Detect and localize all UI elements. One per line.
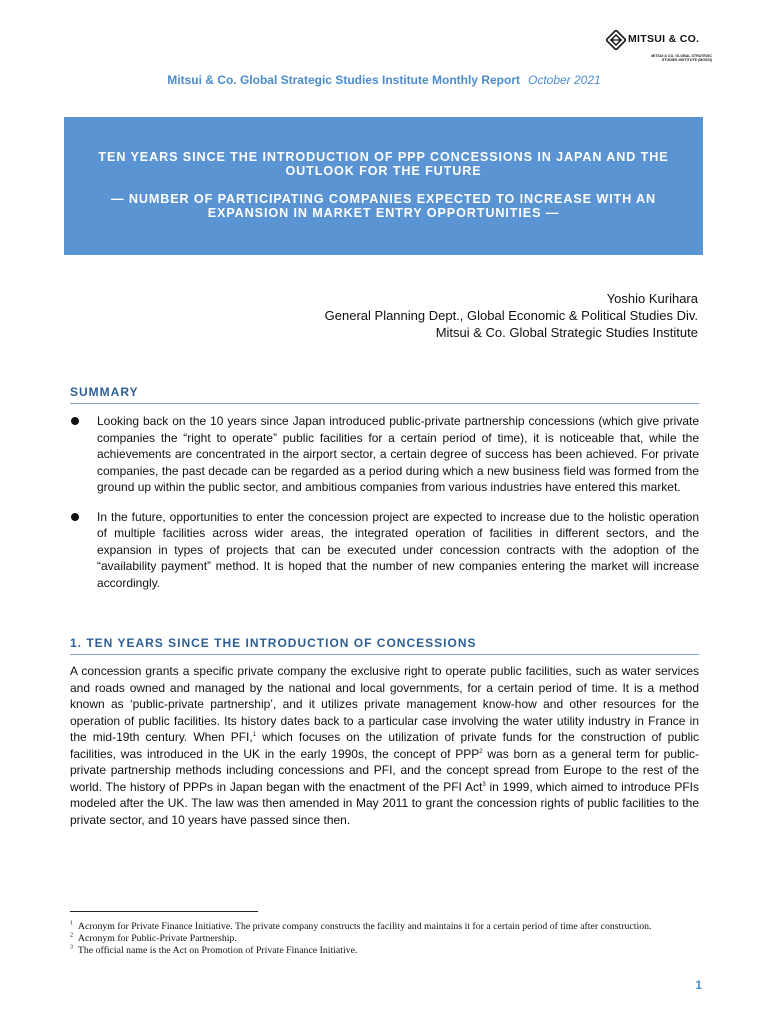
footnote-mark: 1 — [70, 920, 73, 927]
footnote-text: Acronym for Public-Private Partnership. — [77, 933, 237, 944]
author-department: General Planning Dept., Global Economic & Political Studies Div. — [324, 308, 698, 323]
footnote — [70, 945, 699, 957]
footnote-mark: 3 — [70, 944, 73, 951]
mitsui-logo — [606, 30, 712, 64]
page-number: 1 — [695, 978, 702, 992]
document-title: TEN YEARS SINCE THE INTRODUCTION OF PPP CONCESSIONS IN JAPAN AND THE OUTLOOK FOR THE FUTURE — [98, 150, 669, 178]
summary-bullet — [70, 509, 699, 592]
report-header — [0, 73, 768, 87]
footnotes — [70, 921, 699, 957]
mitsui-logo-icon — [606, 30, 626, 50]
footnote-ref[interactable]: 1 — [252, 732, 257, 738]
section-1-paragraph — [70, 663, 699, 828]
footnote-text: The official name is the Act on Promotion of Private Finance Initiative. — [77, 945, 358, 956]
summary-bullet-text: In the future, opportunities to enter the concession project are expected to increase due to the holistic operation of multiple facilities across wider areas, the integrated operation of facilities in different sectors, and the expansion in types of projects that can be executed under concession contracts with the adoption of the “availability payment” method. It is hoped that the number of new companies entering the market will increase accordingly. — [97, 509, 699, 590]
section-1-heading: 1. TEN YEARS SINCE THE INTRODUCTION OF CONCESSIONS — [70, 636, 699, 655]
footnote — [70, 933, 699, 945]
summary-list — [70, 413, 699, 604]
report-title: Mitsui & Co. Global Strategic Studies Institute Monthly Report — [167, 73, 520, 87]
paragraph-text: in 1999, which aimed to introduce PFIs modeled after the UK. The law was then amended in May 2011 to grant the concession rights of public facilities to the private sector, and 10 years have passed since then. — [70, 779, 699, 827]
bullet-icon — [71, 513, 79, 521]
footnote-ref[interactable]: 3 — [482, 781, 486, 788]
document-subtitle: — NUMBER OF PARTICIPATING COMPANIES EXPECTED TO INCREASE WITH AN EXPANSION IN MARKET ENTRY OPPORTUNITIES — — [110, 192, 657, 220]
author-name: Yoshio Kurihara — [606, 291, 698, 306]
footnote-mark: 2 — [70, 932, 73, 939]
paragraph-text: A concession grants a specific private company the exclusive right to operate public facilities, such as water services and roads owned and managed by the national and local governments, for a certain period of time. It is a method known as ‘public-private partnership’, and it utilizes private management know-how and other resources for the operation of public facilities. Its history dates back to a particular case involving the water utility industry in France in the mid-19th century. When PFI, — [70, 664, 699, 744]
footnote-ref[interactable]: 2 — [479, 748, 483, 755]
bullet-icon — [71, 417, 79, 425]
summary-heading: SUMMARY — [70, 385, 699, 404]
logo-subtitle: MITSUI & CO. GLOBAL STRATEGIC STUDIES INSTITUTE (MGSSI) — [651, 54, 712, 63]
title-banner — [64, 117, 703, 255]
footnote-divider — [70, 911, 258, 912]
footnote-text: Acronym for Private Finance Initiative. The private company constructs the facility and maintains it for a certain period of time after construction. — [77, 921, 652, 932]
summary-bullet-text: Looking back on the 10 years since Japan introduced public-private partnership concessions (which give private companies the “right to operate” public facilities for a certain period of time), it is noticeable that, while the achievements are concentrated in the airport sector, a certain degree of success has been achieved. For private companies, the past decade can be regarded as a period during which a new business field was formed from the ground up within the public sector, and ambitious companies from various industries have entered this market. — [97, 414, 699, 494]
author-organization: Mitsui & Co. Global Strategic Studies Institute — [435, 325, 698, 340]
logo-name: MITSUI & CO. — [628, 33, 700, 45]
report-date: October 2021 — [527, 73, 601, 87]
footnote — [70, 921, 699, 933]
summary-bullet — [70, 413, 699, 496]
author-block — [325, 290, 698, 341]
paragraph-text: which focuses on the utilization of private funds for the construction of public facilities, was introduced in the UK in the early 1990s, the concept of PPP — [70, 730, 699, 761]
paragraph-text: was born as a general term for public-private partnership methods including concessions and PFI, and the concept spread from Europe to the rest of the world. The history of PPPs in Japan began with the enactment of the PFI Act — [70, 746, 700, 794]
